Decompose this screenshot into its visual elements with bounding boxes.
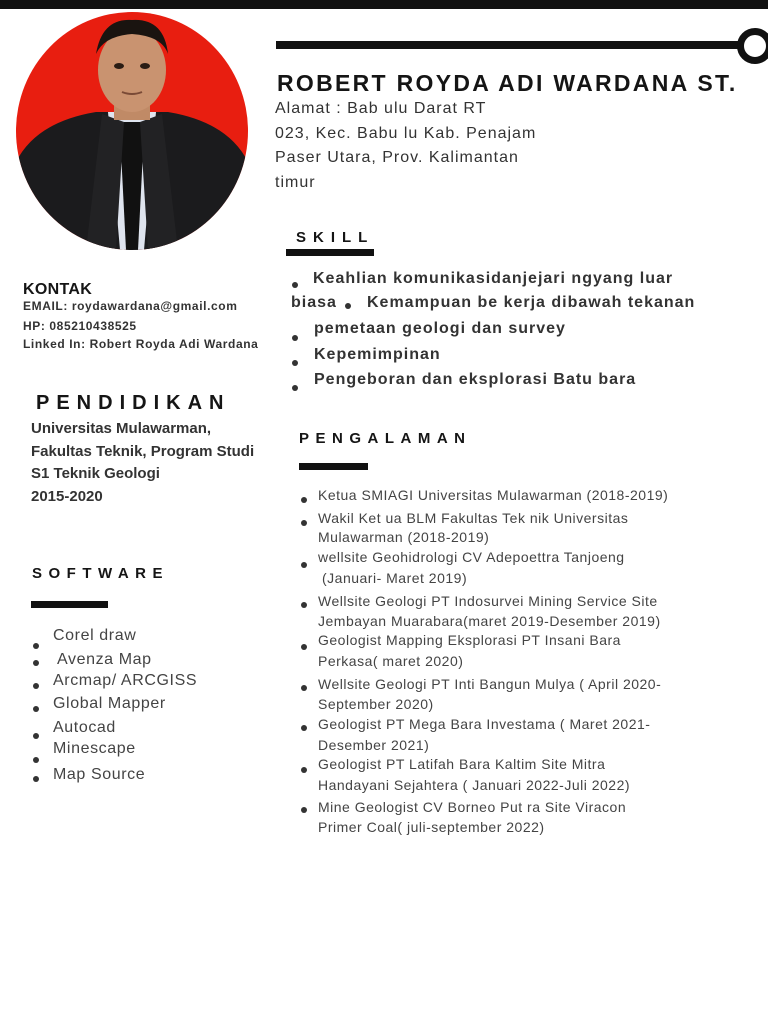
experience-item: wellsite Geohidrologi CV Adepoettra Tanjoeng bbox=[318, 549, 625, 565]
experience-item: Wakil Ket ua BLM Fakultas Tek nik Universitas bbox=[318, 510, 629, 526]
bullet-dot bbox=[33, 757, 39, 763]
experience-item: Desember 2021) bbox=[318, 737, 430, 753]
experience-item: Primer Coal( juli-september 2022) bbox=[318, 819, 545, 835]
experience-item: Handayani Sejahtera ( Januari 2022-Juli 2022) bbox=[318, 777, 631, 793]
experience-item: September 2020) bbox=[318, 696, 434, 712]
experience-item: Mulawarman (2018-2019) bbox=[318, 529, 490, 545]
software-item: Minescape bbox=[53, 740, 136, 757]
experience-item: Jembayan Muarabara(maret 2019-Desember 2019) bbox=[318, 613, 661, 629]
bullet-dot bbox=[301, 520, 307, 526]
bullet-dot bbox=[33, 660, 39, 666]
education-institution: Universitas Mulawarman, Fakultas Teknik, Program Studi S1 Teknik Geologi bbox=[31, 420, 255, 482]
address-line: 023, Kec. Babu lu Kab. Penajam bbox=[275, 124, 537, 142]
header-line bbox=[276, 41, 743, 49]
header-ring-ornament bbox=[737, 28, 768, 64]
address bbox=[275, 97, 575, 195]
experience-item: Wellsite Geologi PT Indosurvei Mining Service Site bbox=[318, 593, 658, 609]
pengalaman-heading: PENGALAMAN bbox=[299, 430, 472, 447]
experience-item: Ketua SMIAGI Universitas Mulawarman (2018-2019) bbox=[318, 487, 669, 503]
experience-item: Geologist Mapping Eksplorasi PT Insani Bara bbox=[318, 632, 621, 648]
skill-item: biasa bbox=[291, 294, 337, 311]
bullet-dot bbox=[33, 643, 39, 649]
bullet-dot bbox=[33, 683, 39, 689]
address-line: Paser Utara, Prov. Kalimantan bbox=[275, 149, 519, 166]
bullet-dot bbox=[301, 644, 307, 650]
kontak-heading: KONTAK bbox=[23, 281, 93, 298]
candidate-name: ROBERT ROYDA ADI WARDANA ST. bbox=[277, 70, 738, 96]
skill-heading: SKILL bbox=[296, 229, 375, 246]
linkedin-text: Linked In: Robert Royda Adi Wardana bbox=[23, 337, 259, 351]
bullet-dot bbox=[301, 497, 307, 503]
skill-item: Kepemimpinan bbox=[314, 346, 441, 363]
software-underline bbox=[31, 601, 108, 608]
bullet-dot bbox=[301, 602, 307, 608]
phone-text: HP: 085210438525 bbox=[23, 319, 137, 333]
bullet-dot bbox=[33, 706, 39, 712]
skill-item: pemetaan geologi dan survey bbox=[314, 320, 566, 337]
email-text: EMAIL: roydawardana@gmail.com bbox=[23, 299, 238, 313]
address-line: timur bbox=[275, 173, 316, 191]
skill-item: Pengeboran dan eksplorasi Batu bara bbox=[314, 371, 637, 388]
pengalaman-underline bbox=[299, 463, 368, 470]
experience-item: Perkasa( maret 2020) bbox=[318, 653, 464, 669]
education-years: 2015-2020 bbox=[31, 488, 103, 505]
experience-item: Mine Geologist CV Borneo Put ra Site Viracon bbox=[318, 799, 627, 815]
software-item: Arcmap/ ARCGISS bbox=[53, 672, 198, 689]
bullet-dot bbox=[301, 685, 307, 691]
profile-photo bbox=[16, 12, 248, 250]
bullet-dot bbox=[301, 725, 307, 731]
software-item: Global Mapper bbox=[53, 695, 166, 712]
bullet-dot bbox=[292, 335, 298, 341]
bullet-dot bbox=[292, 282, 298, 288]
experience-item: Geologist PT Mega Bara Investama ( Maret 2021- bbox=[318, 716, 651, 732]
top-border-bar bbox=[0, 0, 768, 9]
bullet-dot bbox=[292, 385, 298, 391]
bullet-dot bbox=[301, 767, 307, 773]
experience-item: Geologist PT Latifah Bara Kaltim Site Mitra bbox=[318, 756, 606, 772]
bullet-dot bbox=[301, 807, 307, 813]
skill-item: Kemampuan be kerja dibawah tekanan bbox=[367, 294, 696, 311]
pendidikan-heading: PENDIDIKAN bbox=[36, 392, 231, 414]
software-item: Corel draw bbox=[53, 627, 137, 644]
skill-item: Keahlian komunikasidanjejari ngyang luar bbox=[313, 270, 674, 287]
software-item: Autocad bbox=[53, 719, 116, 736]
bullet-dot bbox=[292, 360, 298, 366]
bullet-dot bbox=[345, 303, 351, 309]
experience-item: Wellsite Geologi PT Inti Bangun Mulya ( April 2020- bbox=[318, 676, 662, 692]
bullet-dot bbox=[301, 562, 307, 568]
software-heading: SOFTWARE bbox=[32, 565, 169, 582]
skill-underline bbox=[286, 249, 374, 256]
software-item: Avenza Map bbox=[57, 651, 152, 668]
experience-item: (Januari- Maret 2019) bbox=[322, 570, 468, 586]
software-item: Map Source bbox=[53, 766, 146, 783]
bullet-dot bbox=[33, 733, 39, 739]
bullet-dot bbox=[33, 776, 39, 782]
address-line: Alamat : Bab ulu Darat RT bbox=[275, 100, 487, 117]
